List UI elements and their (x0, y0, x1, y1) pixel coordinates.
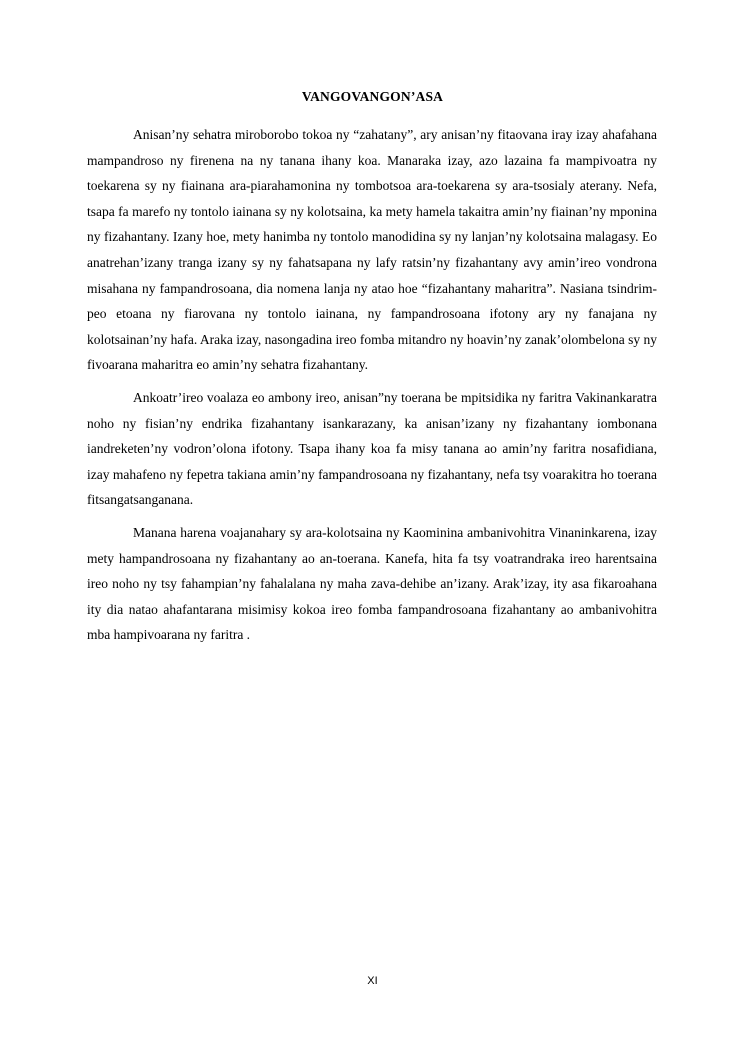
page-title: VANGOVANGON’ASA (301, 89, 444, 104)
body-text (87, 122, 657, 655)
page-number: XI (367, 975, 378, 987)
paragraph-1: Anisan’ny sehatra miroborobo tokoa ny “zahatany”, ary anisan’ny fitaovana iray izay ahafahana mampandroso ny firenena na ny tanana ihany koa. Manaraka izay, azo lazaina fa mampivoatra ny toekarena sy ny fiainana ara-piarahamonina ny tombotsoa ara-toekarena sy ara-tsosialy aterany. Nefa, tsapa fa marefo ny tontolo iainana sy ny kolotsaina, ka mety hamela takaitra amin’ny fiainan’ny mponina ny fizahantany. Izany hoe, mety hanimba ny tontolo manodidina sy ny lanjan’ny kolotsaina malagasy. Eo anatrehan’izany tranga izany sy ny fahatsapana ny lafy ratsin’ny fizahantany avy amin’ireo vondrona misahana ny fampandrosoana, dia nomena lanja ny atao hoe “fizahantany maharitra”. Nasiana tsindrim-peo etoana ny fiarovana ny tontolo iainana, ny fampandrosoana ifotony ary ny fanajana ny kolotsainan’ny hafa. Araka izay, nasongadina ireo fomba mitandro ny hoavin’ny zanak’olombelona sy ny fivoarana maharitra eo amin’ny sehatra fizahantany. (87, 127, 657, 373)
paragraph-2: Ankoatr’ireo voalaza eo ambony ireo, anisan”ny toerana be mpitsidika ny faritra Vakinankaratra noho ny fisian’ny endrika fizahantany isankarazany, ka anisan’izany ny fizahantany iombonana iandreketen’ny vodron’olona ifotony. Tsapa ihany koa fa misy tanana ao amin’ny faritra nosafidiana, izay mahafeno ny fepetra takiana amin’ny fampandrosoana ny fizahantany, nefa tsy voarakitra ho toerana fitsangatsanganana. (87, 389, 657, 508)
paragraph-3: Manana harena voajanahary sy ara-kolotsaina ny Kaominina ambanivohitra Vinaninkarena, izay mety hampandrosoana ny fizahantany ao an-toerana. Kanefa, hita fa tsy voatrandraka ireo harentsaina ireo noho ny tsy fahampian’ny fahalalana ny maha zava-dehibe an’izany. Arak’izay, ity asa fikaroahana ity dia natao ahafantarana misimisy kokoa ireo fomba fampandrosoana fizahantany ao ambanivohitra mba hampivoarana ny faritra . (87, 524, 657, 643)
